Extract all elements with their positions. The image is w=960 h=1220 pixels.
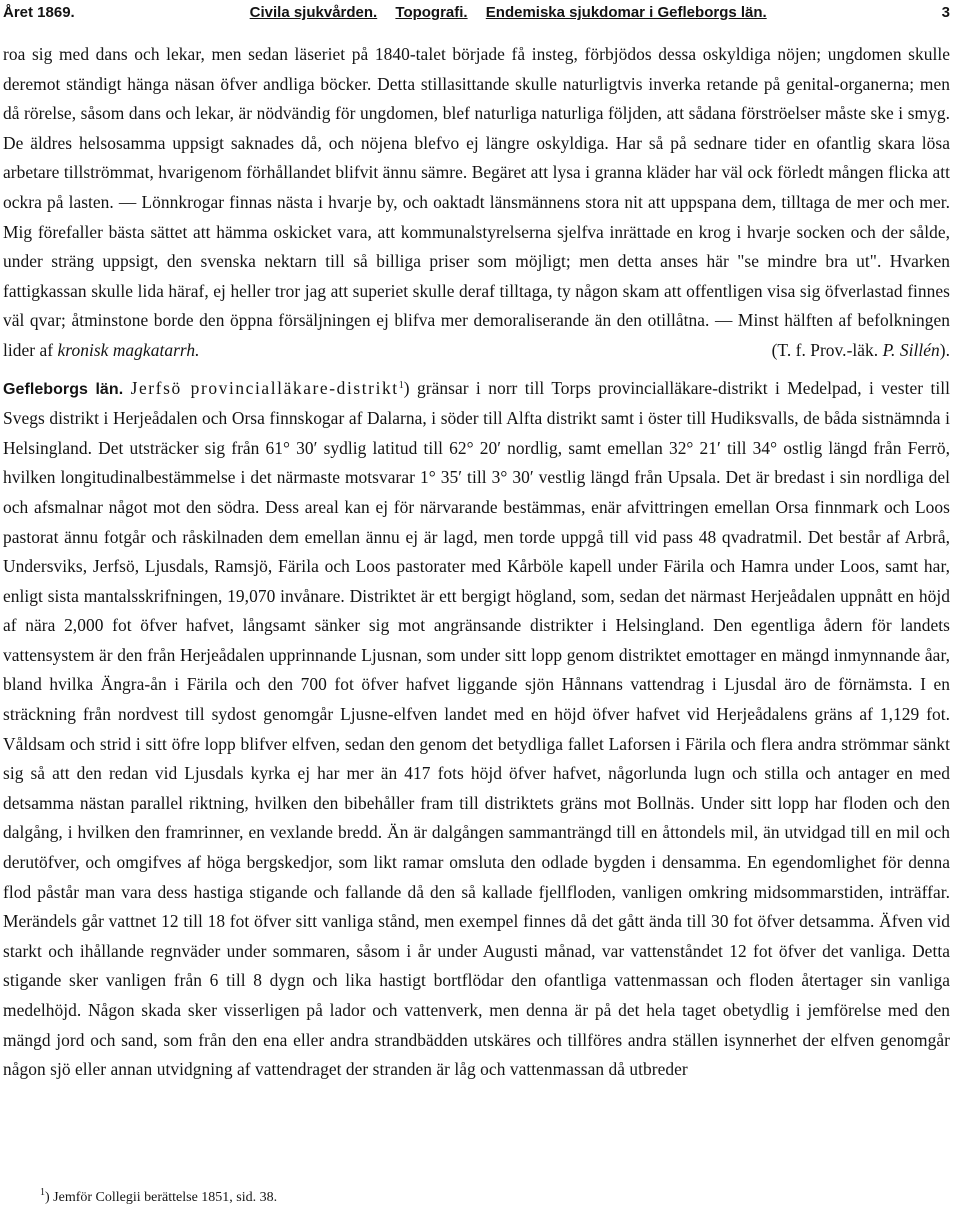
- header-title-2: Topografi.: [395, 4, 468, 21]
- paragraph-1-italic: kronisk magkatarrh.: [57, 339, 200, 360]
- signature-name: P. Sillén: [882, 339, 940, 360]
- body-text: [3, 40, 950, 1085]
- header-year: Året 1869.: [3, 4, 75, 21]
- footnote-ref: 1: [398, 379, 404, 391]
- paragraph-1-text: roa sig med dans och lekar, men sedan läseriet på 1840-talet började få insteg, förbjödos dessa oskyldiga nöjen; ungdomen skulle deremot ständigt hänga näsan öfver andliga böcker. Detta stillasittande skulle naturligtvis inverka retande på genital-organerna; men då rörelse, såsom dans och lekar, är nödvändig för ungdomen, blef naturliga naturliga följden, att sådana förströelser måste ske i smyg. De äldres helsosamma uppsigt saknades då, och nöjena blefvo ej längre oskyldiga. Har så på sednare tider en ofantlig skara lösa arbetare tillströmmat, hvarigenom förhållandet blifvit ännu sämre. Begäret att lysa i granna kläder har väl ock förledt mången flicka att ockra på lasten. — Lönnkrogar finnas nästa i hvarje by, och oaktadt länsmännens stora nit att uppspana dem, tilltaga de mer och mer. Mig förefaller bästa sättet att hämma oskicket vara, att kommunalstyrelserna sjelfva inrättade en krog i hvarje socken och der sålde, under sträng uppsigt, den svenska nektarn till så billiga priser som möjligt; men detta anses här "se mindre bra ut". Hvarken fattigkassan skulle lida häraf, ej heller tror jag att superiet skulle deraf tilltaga, ty någon skam att offentligen visa sig öfverlastad finnes väl qvar; åtminstone borde den öppna försäljningen ej blifva mer demoraliserande än den otillåtna.: [3, 44, 950, 331]
- paragraph-2: [3, 374, 950, 1085]
- footnote: [40, 1187, 278, 1206]
- paragraph-1-last-line: — Minst hälften af befolkningen lider af: [3, 310, 950, 360]
- page-number: 3: [941, 4, 950, 21]
- running-header: [3, 4, 950, 28]
- header-titles: [243, 4, 774, 21]
- header-title-1: Civila sjukvården.: [249, 4, 378, 21]
- signature-prefix: (T. f. Prov.-läk.: [771, 339, 883, 360]
- section-heading: Gefleborgs län.: [3, 380, 124, 398]
- signature: [772, 336, 950, 366]
- footnote-mark: 1: [40, 1187, 45, 1198]
- header-title-3: Endemiska sjukdomar i Gefleborgs län.: [485, 4, 767, 21]
- signature-end: ).: [939, 339, 950, 360]
- footnote-text: ) Jemför Collegii berättelse 1851, sid. 38.: [45, 1190, 278, 1205]
- paragraph-1: [3, 40, 950, 366]
- district-name: Jerfsö provincialläkare-distrikt: [130, 377, 399, 398]
- paragraph-2-text: ) gränsar i norr till Torps provincialläkare-distrikt i Medelpad, i vester till Svegs distrikt i Herjeådalen och Orsa finnskogar af Dalarna, i söder till Alfta distrikt samt i öster till Hudiksvalls, de båda sistnämnda i Helsingland. Det utsträcker sig från 61° 30′ sydlig latitud till 62° 20′ nordlig, samt emellan 32° 21′ till 34° ostlig längd från Ferrö, hvilken longitudinalbestämmelse i det närmaste motsvarar 1° 35′ till 3° 30′ vestlig längd från Upsala. Det är bredast i sin nordliga del och afsmalnar något mot den södra. Dess areal kan ej för närvarande bestämmas, enär afvittringen emellan Orsa finnmark och Loos pastorat ännu fotgår och råskilnaden dem emellan ännu ej är lagd, men torde uppgå till vid pass 48 qvadratmil. Det består af Arbrå, Undersviks, Jerfsö, Ljusdals, Ramsjö, Färila och Loos pastorater med Kårböle kapell under Färila och Hamra under Loos, samt har, enligt sista mantalsskrifningen, 19,070 invånare. Distriktet är ett bergigt högland, som, sedan det närmast Herjeådalen uppnått en höjd af nära 2,000 fot öfver hafvet, långsamt sänker sig mot angränsande distrikter i Helsingland. Den egentliga ådern för landets vattensystem är den från Herjeådalen upprinnande Ljusnan, som under sitt lopp genom distriktet emottager en mängd inmynnande åar, bland hvilka Ängra-ån i Färila och den 700 fot öfver hafvet liggande sjön Hånnans vattendrag i Ljusdal äro de förnämsta. I en sträckning från nordvest till sydost genomgår Ljusne-elfven landet med en höjd öfver hafvet vid Herjeådalens gräns af 1,129 fot. Våldsam och strid i sitt öfre lopp blifver elfven, sedan den genom det betydliga fallet Laforsen i Färila och flera andra strömmar sänkt sig så att den redan vid Ljusdals kyrka ej har mer än 417 fots höjd öfver hafvet, någorlunda lugn och stilla och antager en med detsamma nästan parallel riktning, hvilken den bibehåller fram till distriktets gräns mot Bollnäs. Under sitt lopp har floden och den dalgång, i hvilken den framrinner, en vexlande bredd. Än är dalgången sammanträngd till en åttondels mil, än utvidgad till en mil och derutöfver, och omgifves af höga bergskedjor, som likt ramar omsluta den odlade bygden i densamma. En egendomlighet för denna flod påstår man vara dess hastiga stigande och fallande då den så kallade fjellfloden, vanligen omkring midsommarstiden, inträffar. Merändels går vattnet 12 till 18 fot öfver sitt vanliga stånd, men exempel finnes då det gått ända till 30 fot öfver detsamma. Äfven vid starkt och ihållande regnväder under sommaren, såsom i år under Augusti månad, var vattenståndet 12 fot öfver det vanliga. Detta stigande sker vanligen från 6 till 8 dygn och lika hastigt bortflödar den ofantliga vattenmassan och floden återtager sin vanliga medelhöjd. Någon skada sker visserligen på lador och vattenverk, men denna är på det hela taget obetydlig i jemförelse med den mängd jord och sand, som från den ena eller andra strandbädden utskäres och tillföres andra ställen isynnerhet der elfven genomgår någon sjö eller annan utvidgning af vattendraget der stranden är låg och vattenmassan då utbreder: [3, 377, 951, 1080]
